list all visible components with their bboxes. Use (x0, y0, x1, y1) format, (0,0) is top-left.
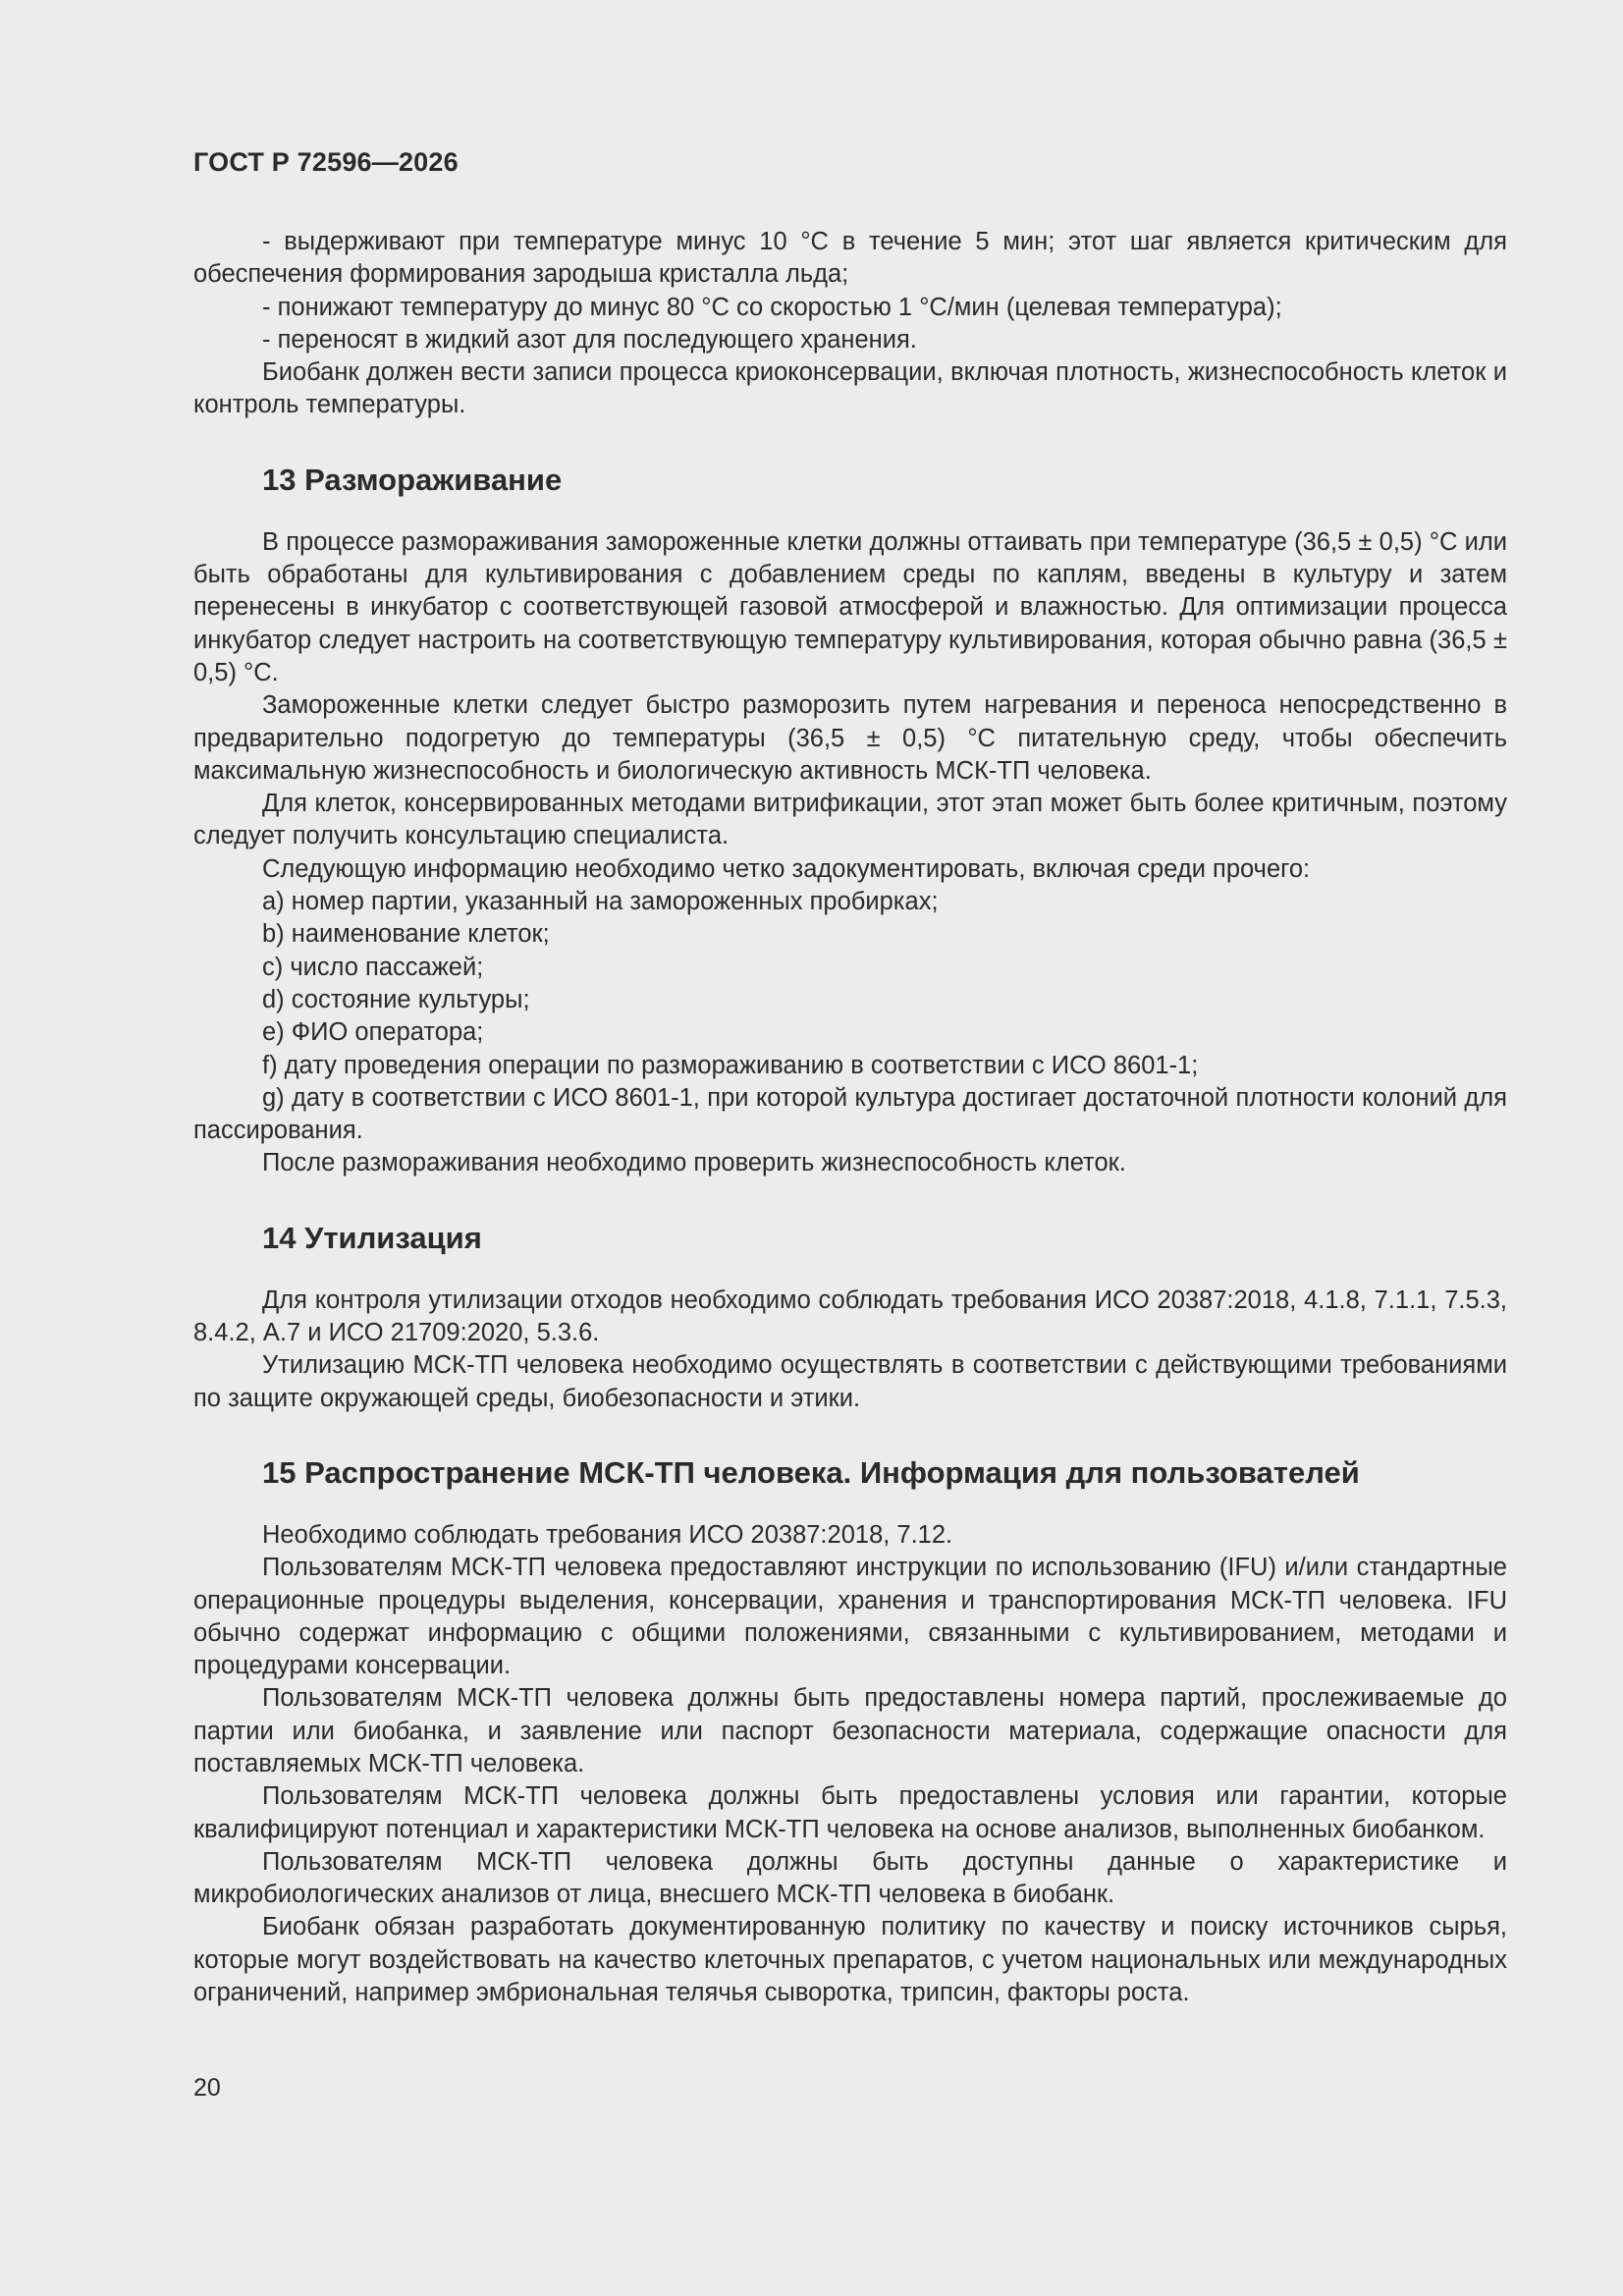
section-title-13: 13 Размораживание (262, 462, 563, 497)
section-title-15: 15 Распространение МСК-ТП человека. Информация для пользователей (262, 1454, 1360, 1490)
section-15-paragraph: Необходимо соблюдать требования ИСО 20387:2018, 7.12. (262, 1520, 953, 1549)
section-15-paragraph: Пользователям МСК-ТП человека предоставляют инструкции по использованию (IFU) и/или стандартные операционные процедуры выделения, консервации, хранения и транспортирования МСК-ТП человека. IFU обычно содержат информацию с общими положениями, связанными с культивированием, методами и процедурами консервации. (193, 1554, 1507, 1680)
section-13-paragraph: Замороженные клетки следует быстро разморозить путем нагревания и переноса непосредственно в предварительно подогретую до температуры (36,5 ± 0,5) °С питательную среду, чтобы обеспечить максимальную жизнеспособность и биологическую активность МСК-ТП человека. (193, 691, 1507, 785)
section-14-paragraph: Утилизацию МСК-ТП человека необходимо осуществлять в соответствии с действующими требованиями по защите окружающей среды, биобезопасности и этики. (193, 1351, 1507, 1412)
section-13-paragraph: В процессе размораживания замороженные клетки должны оттаивать при температуре (36,5 ± 0,5) °С или быть обработаны для культивирования с добавлением среды по каплям, введены в культуру и затем перенесены в инкубатор с соответствующей газовой атмосферой и влажностью. Для оптимизации процесса инкубатор следует настроить на соответствующую температуру культивирования, которая обычно равна (36,5 ± 0,5) °С. (193, 527, 1507, 686)
list-item: a) номер партии, указанный на замороженных пробирках; (262, 888, 939, 916)
page-number: 20 (193, 2074, 221, 2102)
intro-paragraph: - выдерживают при температуре минус 10 °С в течение 5 мин; этот шаг является критическим для обеспечения формирования зародыша кристалла льда; (193, 228, 1507, 289)
section-15-paragraph: Биобанк обязан разработать документированную политику по качеству и поиску источников сырья, которые могут воздействовать на качество клеточных препаратов, с учетом национальных или международных ограничений, например эмбриональная телячья сыворотка, трипсин, факторы роста. (193, 1913, 1507, 2007)
section-15-paragraph: Пользователям МСК-ТП человека должны быть предоставлены условия или гарантии, которые квалифицируют потенциал и характеристики МСК-ТП человека на основе анализов, выполненных биобанком. (193, 1782, 1507, 1843)
list-item: c) число пассажей; (262, 953, 484, 981)
list-item: b) наименование клеток; (262, 920, 550, 949)
section-13-paragraph: Для клеток, консервированных методами витрификации, этот этап может быть более критичным, поэтому следует получить консультацию специалиста. (193, 790, 1507, 850)
section-title-14: 14 Утилизация (262, 1220, 482, 1255)
section-13-paragraph: Следующую информацию необходимо четко задокументировать, включая среди прочего: (262, 854, 1311, 883)
list-item: g) дату в соответствии с ИСО 8601-1, при которой культура достигает достаточной плотности колоний для пассирования. (193, 1083, 1507, 1145)
list-item: e) ФИО оператора; (262, 1018, 484, 1047)
list-item: f) дату проведения операции по размораживанию в соответствии с ИСО 8601-1; (262, 1051, 1199, 1079)
section-14-paragraph: Для контроля утилизации отходов необходимо соблюдать требования ИСО 20387:2018, 4.1.8, 7.1.1, 7.5.3, 8.4.2, А.7 и ИСО 21709:2020, 5.3.6. (193, 1285, 1507, 1347)
document-body (193, 226, 1507, 2009)
section-15-paragraph: Пользователям МСК-ТП человека должны быть доступны данные о характеристике и микробиологических анализов от лица, внесшего МСК-ТП человека в биобанк. (193, 1847, 1507, 1909)
intro-paragraph: Биобанк должен вести записи процесса криоконсервации, включая плотность, жизнеспособность клеток и контроль температуры. (193, 358, 1507, 419)
section-15-paragraph: Пользователям МСК-ТП человека должны быть предоставлены номера партий, прослеживаемые до партии или биобанка, и заявление или паспорт безопасности материала, содержащие опасности для поставляемых МСК-ТП человека. (193, 1684, 1507, 1777)
section-13-paragraph: После размораживания необходимо проверить жизнеспособность клеток. (262, 1149, 1126, 1177)
list-item: d) состояние культуры; (262, 985, 530, 1013)
document-header: ГОСТ Р 72596—2026 (193, 147, 459, 177)
intro-paragraph: - понижают температуру до минус 80 °С со скоростью 1 °С/мин (целевая температура); (262, 293, 1282, 321)
intro-paragraph: - переносят в жидкий азот для последующего хранения. (262, 325, 917, 354)
